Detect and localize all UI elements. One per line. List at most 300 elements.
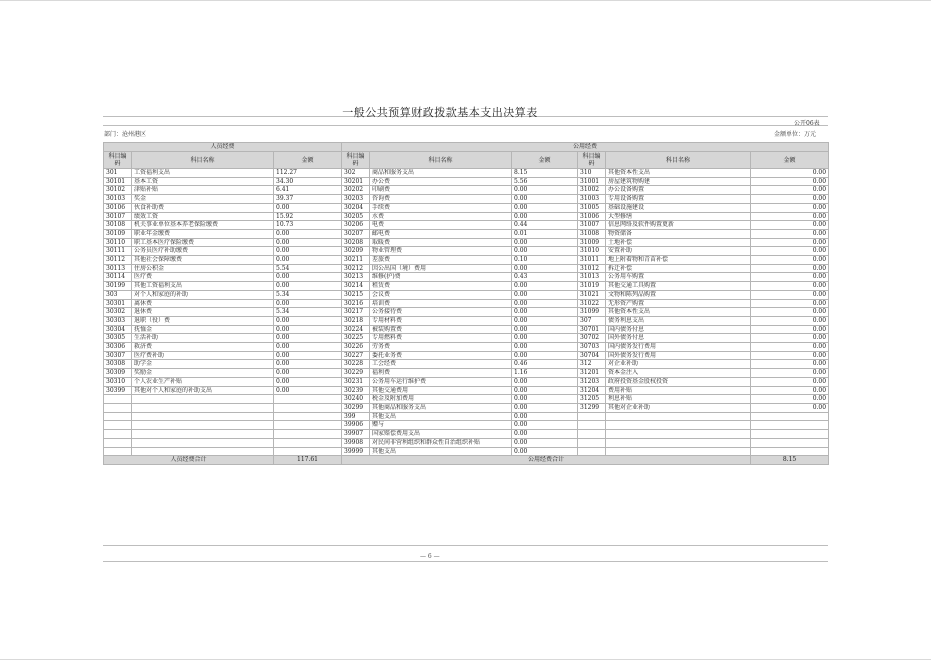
- code-cell: 31012: [578, 264, 606, 273]
- name-cell: 水费: [370, 212, 512, 221]
- name-cell: 公务接待费: [370, 308, 512, 317]
- code-cell: 30111: [104, 247, 132, 256]
- code-cell: [578, 421, 606, 430]
- name-cell: 拆迁补偿: [606, 264, 751, 273]
- code-cell: 31006: [578, 212, 606, 221]
- name-cell: 邮电费: [370, 229, 512, 238]
- amount-cell: 0.00: [751, 403, 829, 412]
- name-cell: 房屋建筑物购建: [606, 177, 751, 186]
- amount-cell: 0.00: [751, 325, 829, 334]
- amount-cell: 0.00: [274, 377, 342, 386]
- personnel-total-value: 117.61: [274, 456, 342, 465]
- code-cell: 31011: [578, 256, 606, 265]
- amount-cell: 0.00: [512, 299, 578, 308]
- table-row: [104, 299, 829, 308]
- table-row: [104, 447, 829, 456]
- name-cell: 其他交通工具购置: [606, 282, 751, 291]
- code-cell: 30203: [342, 195, 370, 204]
- amount-cell: 0.46: [512, 360, 578, 369]
- code-cell: 31099: [578, 308, 606, 317]
- name-cell: 办公费: [370, 177, 512, 186]
- code-cell: 30209: [342, 247, 370, 256]
- amount-cell: 5.56: [512, 177, 578, 186]
- table-row: [104, 360, 829, 369]
- amount-cell: [274, 447, 342, 456]
- code-cell: 31007: [578, 221, 606, 230]
- amount-cell: 0.00: [512, 308, 578, 317]
- code-cell: 30231: [342, 377, 370, 386]
- table-row: [104, 369, 829, 378]
- name-cell: [132, 447, 274, 456]
- code-cell: 30102: [104, 186, 132, 195]
- name-cell: 其他支出: [370, 412, 512, 421]
- name-cell: 物业管理费: [370, 247, 512, 256]
- name-cell: 奖励金: [132, 369, 274, 378]
- code-cell: 30213: [342, 273, 370, 282]
- amount-cell: 0.00: [751, 177, 829, 186]
- code-cell: 30309: [104, 369, 132, 378]
- code-cell: 31008: [578, 229, 606, 238]
- name-cell: 对企业补助: [606, 360, 751, 369]
- table-row: [104, 351, 829, 360]
- code-cell: 31022: [578, 299, 606, 308]
- name-cell: 商品和服务支出: [370, 169, 512, 178]
- table-row: [104, 212, 829, 221]
- code-cell: 30215: [342, 290, 370, 299]
- code-cell: [104, 438, 132, 447]
- amount-cell: 0.00: [512, 421, 578, 430]
- table-body: [104, 169, 829, 456]
- code-cell: 30108: [104, 221, 132, 230]
- amount-cell: 0.00: [274, 282, 342, 291]
- name-cell: [606, 438, 751, 447]
- name-cell: 生活补助: [132, 334, 274, 343]
- name-cell: [132, 438, 274, 447]
- name-cell: 对个人和家庭的补助: [132, 290, 274, 299]
- amount-cell: 0.00: [751, 343, 829, 352]
- name-cell: 委托业务费: [370, 351, 512, 360]
- code-cell: 30211: [342, 256, 370, 265]
- name-cell: 工资福利支出: [132, 169, 274, 178]
- amount-cell: 0.00: [751, 369, 829, 378]
- name-cell: 公务员医疗补助缴费: [132, 247, 274, 256]
- code-cell: 303: [104, 290, 132, 299]
- code-cell: 39999: [342, 447, 370, 456]
- code-cell: 31010: [578, 247, 606, 256]
- code-cell: 30103: [104, 195, 132, 204]
- code-cell: 30703: [578, 343, 606, 352]
- code-cell: 30106: [104, 203, 132, 212]
- name-cell: 其他工资福利支出: [132, 282, 274, 291]
- top-rule-2: [103, 125, 828, 126]
- name-cell: 劳务费: [370, 343, 512, 352]
- amount-cell: 0.00: [751, 169, 829, 178]
- name-cell: 救济费: [132, 343, 274, 352]
- amount-cell: 0.00: [751, 195, 829, 204]
- code-cell: 30239: [342, 386, 370, 395]
- table-row: [104, 403, 829, 412]
- amount-cell: 0.00: [751, 186, 829, 195]
- amount-cell: [274, 438, 342, 447]
- table-row: [104, 256, 829, 265]
- name-cell: 土地补偿: [606, 238, 751, 247]
- name-cell: 费用补贴: [606, 386, 751, 395]
- amount-cell: 0.00: [512, 351, 578, 360]
- code-cell: [578, 438, 606, 447]
- public-total-value: 8.15: [751, 456, 829, 465]
- code-cell: 31204: [578, 386, 606, 395]
- code-cell: 310: [578, 169, 606, 178]
- amount-cell: 0.00: [274, 238, 342, 247]
- name-cell: 国家赔偿费用支出: [370, 430, 512, 439]
- code-cell: [104, 403, 132, 412]
- name-cell: 其他交通费用: [370, 386, 512, 395]
- amount-header: 金额: [274, 152, 342, 169]
- amount-cell: 0.10: [512, 256, 578, 265]
- amount-cell: 1.16: [512, 369, 578, 378]
- name-cell: 专用材料费: [370, 316, 512, 325]
- name-cell: 维修(护)费: [370, 273, 512, 282]
- code-cell: 30205: [342, 212, 370, 221]
- amount-cell: 0.00: [751, 386, 829, 395]
- amount-cell: 0.00: [512, 264, 578, 273]
- code-cell: 30201: [342, 177, 370, 186]
- amount-cell: 0.00: [512, 282, 578, 291]
- table-row: [104, 177, 829, 186]
- name-cell: 无形资产购置: [606, 299, 751, 308]
- code-cell: 30218: [342, 316, 370, 325]
- unit-label: 金额单位：万元: [774, 131, 817, 138]
- code-cell: 39908: [342, 438, 370, 447]
- amount-cell: 0.00: [512, 290, 578, 299]
- code-cell: 30216: [342, 299, 370, 308]
- name-cell: 信息网络及软件购置更新: [606, 221, 751, 230]
- code-cell: 312: [578, 360, 606, 369]
- code-cell: [578, 447, 606, 456]
- code-cell: 307: [578, 316, 606, 325]
- table-row: [104, 377, 829, 386]
- table-row: [104, 430, 829, 439]
- name-cell: [132, 395, 274, 404]
- personnel-section-header: 人员经费: [104, 143, 342, 152]
- name-cell: 抚恤金: [132, 325, 274, 334]
- amount-cell: 0.00: [512, 195, 578, 204]
- code-cell: 31299: [578, 403, 606, 412]
- amount-cell: 15.92: [274, 212, 342, 221]
- name-cell: 医疗费: [132, 273, 274, 282]
- name-cell: 债务利息支出: [606, 316, 751, 325]
- code-cell: [104, 430, 132, 439]
- name-cell: 其他支出: [370, 447, 512, 456]
- amount-cell: 0.00: [512, 247, 578, 256]
- name-cell: [606, 447, 751, 456]
- code-cell: 30212: [342, 264, 370, 273]
- code-cell: 30113: [104, 264, 132, 273]
- code-cell: 30202: [342, 186, 370, 195]
- name-cell: 安置补助: [606, 247, 751, 256]
- code-cell: 30227: [342, 351, 370, 360]
- amount-cell: 0.00: [751, 377, 829, 386]
- name-header: 科目名称: [132, 152, 274, 169]
- name-cell: 赠与: [370, 421, 512, 430]
- amount-cell: 10.73: [274, 221, 342, 230]
- amount-cell: 0.00: [751, 282, 829, 291]
- name-cell: 地上附着物和青苗补偿: [606, 256, 751, 265]
- name-cell: 退职（役）费: [132, 316, 274, 325]
- name-cell: [606, 412, 751, 421]
- amount-cell: 0.00: [274, 247, 342, 256]
- name-cell: [132, 403, 274, 412]
- name-header: 科目名称: [606, 152, 751, 169]
- amount-cell: [274, 403, 342, 412]
- code-cell: 30208: [342, 238, 370, 247]
- code-cell: 31205: [578, 395, 606, 404]
- code-cell: 31002: [578, 186, 606, 195]
- name-cell: 被装购置费: [370, 325, 512, 334]
- table-row: [104, 247, 829, 256]
- amount-cell: 0.00: [274, 203, 342, 212]
- amount-cell: 0.00: [274, 299, 342, 308]
- name-cell: 专用燃料费: [370, 334, 512, 343]
- code-cell: 30302: [104, 308, 132, 317]
- code-cell: 30704: [578, 351, 606, 360]
- amount-cell: 0.00: [274, 386, 342, 395]
- name-cell: 住房公积金: [132, 264, 274, 273]
- name-cell: 差旅费: [370, 256, 512, 265]
- amount-cell: 0.00: [274, 229, 342, 238]
- table-row: [104, 264, 829, 273]
- amount-cell: 0.00: [274, 343, 342, 352]
- name-cell: 基本工资: [132, 177, 274, 186]
- amount-cell: 0.00: [751, 360, 829, 369]
- name-cell: 工会经费: [370, 360, 512, 369]
- amount-cell: [751, 412, 829, 421]
- code-cell: 39906: [342, 421, 370, 430]
- amount-cell: 0.00: [274, 351, 342, 360]
- table-row: [104, 438, 829, 447]
- name-cell: 国内债务付息: [606, 325, 751, 334]
- code-cell: 30204: [342, 203, 370, 212]
- code-cell: [104, 421, 132, 430]
- amount-cell: 0.00: [512, 238, 578, 247]
- code-cell: 30107: [104, 212, 132, 221]
- name-cell: 国内债务发行费用: [606, 343, 751, 352]
- name-cell: 个人农业生产补贴: [132, 377, 274, 386]
- table-row: [104, 334, 829, 343]
- amount-cell: 0.00: [751, 229, 829, 238]
- code-cell: 30702: [578, 334, 606, 343]
- name-cell: 其他对个人和家庭的补助支出: [132, 386, 274, 395]
- amount-cell: 0.00: [512, 386, 578, 395]
- amount-cell: [274, 412, 342, 421]
- amount-cell: [751, 447, 829, 456]
- name-cell: [132, 430, 274, 439]
- amount-cell: 0.00: [751, 334, 829, 343]
- name-cell: 其他商品和服务支出: [370, 403, 512, 412]
- amount-cell: 0.00: [512, 325, 578, 334]
- amount-cell: 0.00: [512, 186, 578, 195]
- table-row: [104, 325, 829, 334]
- code-cell: [578, 412, 606, 421]
- code-cell: 301: [104, 169, 132, 178]
- amount-cell: 34.30: [274, 177, 342, 186]
- name-cell: 物资储备: [606, 229, 751, 238]
- name-cell: 租赁费: [370, 282, 512, 291]
- code-header: 科目编码: [578, 152, 606, 169]
- name-cell: [132, 412, 274, 421]
- amount-cell: [751, 438, 829, 447]
- amount-cell: 0.01: [512, 229, 578, 238]
- amount-cell: 0.00: [512, 334, 578, 343]
- amount-cell: 0.00: [751, 273, 829, 282]
- code-cell: 30308: [104, 360, 132, 369]
- name-cell: 津贴补贴: [132, 186, 274, 195]
- code-cell: [104, 395, 132, 404]
- amount-cell: 0.00: [751, 238, 829, 247]
- table-row: [104, 203, 829, 212]
- code-cell: 31005: [578, 203, 606, 212]
- name-cell: 其他资本性支出: [606, 308, 751, 317]
- code-cell: 30306: [104, 343, 132, 352]
- name-cell: 医疗费补助: [132, 351, 274, 360]
- code-cell: [104, 412, 132, 421]
- totals-row: [104, 456, 829, 465]
- code-cell: 30240: [342, 395, 370, 404]
- amount-cell: 0.00: [751, 221, 829, 230]
- code-header: 科目编码: [104, 152, 132, 169]
- name-cell: 取暖费: [370, 238, 512, 247]
- table-row: [104, 386, 829, 395]
- name-cell: 对民间非营利组织和群众性自治组织补贴: [370, 438, 512, 447]
- table-row: [104, 343, 829, 352]
- table-row: [104, 421, 829, 430]
- amount-cell: 0.00: [512, 395, 578, 404]
- table-row: [104, 290, 829, 299]
- name-cell: 印刷费: [370, 186, 512, 195]
- amount-cell: 0.00: [512, 430, 578, 439]
- code-cell: [104, 447, 132, 456]
- code-cell: 31201: [578, 369, 606, 378]
- code-cell: 30226: [342, 343, 370, 352]
- amount-header: 金额: [512, 152, 578, 169]
- table-row: [104, 238, 829, 247]
- table-row: [104, 221, 829, 230]
- name-cell: 会议费: [370, 290, 512, 299]
- amount-cell: 0.00: [751, 290, 829, 299]
- name-cell: 离休费: [132, 299, 274, 308]
- name-cell: 绩效工资: [132, 212, 274, 221]
- amount-cell: [274, 421, 342, 430]
- code-cell: 30303: [104, 316, 132, 325]
- amount-cell: [751, 430, 829, 439]
- amount-cell: 0.00: [274, 360, 342, 369]
- column-header-row: [104, 152, 829, 169]
- name-cell: 咨询费: [370, 195, 512, 204]
- page-bottom-border: [0, 659, 931, 660]
- amount-cell: 0.00: [512, 212, 578, 221]
- amount-cell: 0.00: [512, 447, 578, 456]
- amount-cell: 0.00: [274, 369, 342, 378]
- amount-cell: 0.00: [751, 247, 829, 256]
- code-cell: 30307: [104, 351, 132, 360]
- amount-cell: 0.00: [751, 203, 829, 212]
- amount-cell: 0.00: [751, 299, 829, 308]
- section-header-row: [104, 143, 829, 152]
- amount-cell: 0.00: [751, 212, 829, 221]
- code-cell: 31009: [578, 238, 606, 247]
- amount-cell: 0.00: [512, 203, 578, 212]
- code-cell: 30112: [104, 256, 132, 265]
- code-cell: 31013: [578, 273, 606, 282]
- amount-cell: 0.00: [512, 316, 578, 325]
- name-cell: 奖金: [132, 195, 274, 204]
- expenditure-table: [103, 142, 829, 465]
- name-cell: 利息补贴: [606, 395, 751, 404]
- public-section-header: 公用经费: [342, 143, 829, 152]
- amount-cell: 0.00: [751, 264, 829, 273]
- amount-cell: 0.00: [274, 334, 342, 343]
- name-cell: 助学金: [132, 360, 274, 369]
- code-cell: 30701: [578, 325, 606, 334]
- name-cell: 手续费: [370, 203, 512, 212]
- name-cell: 电费: [370, 221, 512, 230]
- amount-cell: 0.00: [274, 316, 342, 325]
- code-cell: [578, 430, 606, 439]
- public-total-label: 公用经费合计: [342, 456, 751, 465]
- code-cell: 30228: [342, 360, 370, 369]
- footer-rule: [103, 545, 828, 546]
- code-cell: 399: [342, 412, 370, 421]
- table-row: [104, 229, 829, 238]
- name-cell: 其他对企业补助: [606, 403, 751, 412]
- name-cell: [606, 421, 751, 430]
- code-cell: 30114: [104, 273, 132, 282]
- name-cell: 培训费: [370, 299, 512, 308]
- name-cell: 其他资本性支出: [606, 169, 751, 178]
- code-cell: 31021: [578, 290, 606, 299]
- code-cell: 30207: [342, 229, 370, 238]
- amount-cell: [751, 421, 829, 430]
- name-cell: 福利费: [370, 369, 512, 378]
- table-row: [104, 412, 829, 421]
- name-cell: [132, 421, 274, 430]
- amount-cell: 0.00: [512, 403, 578, 412]
- name-cell: 职工基本医疗保险缴费: [132, 238, 274, 247]
- code-cell: 302: [342, 169, 370, 178]
- code-cell: 30206: [342, 221, 370, 230]
- code-cell: 31203: [578, 377, 606, 386]
- amount-cell: 0.00: [512, 438, 578, 447]
- code-cell: 30110: [104, 238, 132, 247]
- code-cell: 30229: [342, 369, 370, 378]
- code-cell: 30225: [342, 334, 370, 343]
- code-cell: 30199: [104, 282, 132, 291]
- amount-cell: 8.15: [512, 169, 578, 178]
- amount-cell: 0.00: [512, 412, 578, 421]
- table-row: [104, 395, 829, 404]
- name-cell: 其他社会保障缴费: [132, 256, 274, 265]
- amount-cell: 0.00: [751, 395, 829, 404]
- name-cell: 机关事业单位基本养老保险缴费: [132, 221, 274, 230]
- amount-cell: 0.00: [274, 325, 342, 334]
- code-header: 科目编码: [342, 152, 370, 169]
- name-cell: 办公设备购置: [606, 186, 751, 195]
- amount-cell: 0.44: [512, 221, 578, 230]
- table-row: [104, 282, 829, 291]
- name-cell: 文物和陈列品购置: [606, 290, 751, 299]
- name-cell: 资本金注入: [606, 369, 751, 378]
- code-cell: 30214: [342, 282, 370, 291]
